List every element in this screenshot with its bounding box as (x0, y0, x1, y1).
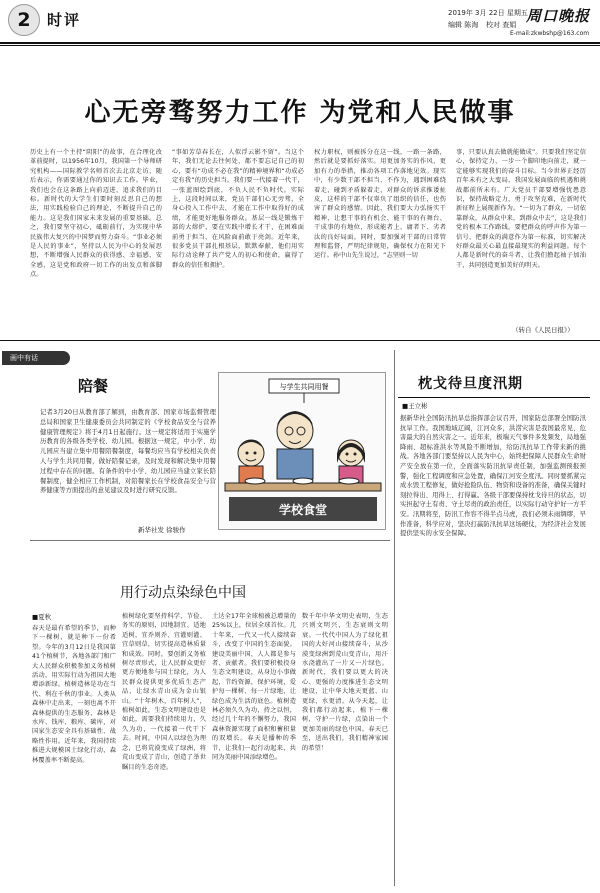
cartoon-sign-text: 与学生共同用餐 (279, 383, 329, 391)
masthead-rule (0, 42, 600, 44)
newspaper-logo: 周口晚报 (525, 7, 590, 25)
right-story-rule (398, 397, 590, 398)
bottom-story-column-3: 土达全17年全球植被总增量的25%以上，位居全球首位。几十年来，一代又一代人接续奋斗，改变了中国的生态面貌。建设美丽中国，人人都是参与者、贡献者。我们要积极投身生态文明建设，从身边小事做起，节约资源，保护环境，爱护每一棵树、每一片绿地，让绿色成为生活的底色。植树造林必须久久为功，持之以恒，经过几十年的不懈努力，我国森林资源实现了面积和蓄积量的双增长。春天是播种的季节，让我们一起行动起来，共同为美丽中国添绿增色。 (212, 613, 296, 762)
proofreader-credit: 校对 查娟 (486, 21, 517, 29)
main-article-column-2: “事如芳草春长在，人似浮云影不留”。当这个年，我们无论去往何处，都不要忘记自己的初心，要有“功成不必在我”的精神境界和“功成必定有我”的历史担当。我们要一代接着一代干，一张蓝图绘到底，不负人民不负时代。实际上，这段时间以来，党员干部们心无旁骛，全身心投入工作中去，才能在工作中取得好的成绩，才能更好地服务群众。基层一线是锻炼干部的大熔炉，要在实践中增长才干，在困难面前勇于担当，在风险面前敢于亮剑。近年来，很多党员干部扎根基层，默默奉献，他们用实际行动诠释了共产党人的初心和使命，赢得了群众的信任和拥护。 (172, 149, 304, 269)
main-article-source: （转自《人民日报》） (512, 326, 574, 334)
left-story-title: 陪餐 (78, 377, 109, 395)
left-story-body: 记者3月20日从教育部了解到，由教育部、国家市场监督管理总局和国家卫生健康委员会共同制定的《学校食品安全与营养健康管理规定》将于4月1日起施行。这一规定将适用于实施学历教育的各级各类学校、幼儿园。根据这一规定，中小学、幼儿园应当建立集中用餐陪餐制度，每餐均应当有学校相关负责人与学生共同用餐，做好陪餐记录，及时发现和解决集中用餐过程中存在的问题。有条件的中小学、幼儿园应当建立家长陪餐制度，健全相应工作机制，对陪餐家长在学校食品安全与营养健康等方面提出的意见建议及时进行研究反馈。 (40, 409, 216, 495)
section-divider (0, 340, 600, 341)
bottom-story-divider (30, 540, 390, 541)
bottom-story-column-1: 春天是最有希望的季节，而种下一棵树，就是种下一份希望。今年的3月12日是我国第41个植树节，各地各部门和广大人民群众积极参加义务植树活动，用实际行动为祖国大地增添新绿。植树造林是功在当代、利在千秋的事业。人类从森林中走出来，一刻也离不开森林提供的生态服务，森林是水库、钱库、粮库、碳库，对国家生态安全具有基础性、战略性作用。近年来，我国持续推进大规模国土绿化行动，森林覆盖率不断提高。 (32, 625, 116, 764)
right-story-title: 枕戈待旦度汛期 (418, 376, 523, 392)
main-headline: 心无旁骛努力工作 为党和人民做事 (84, 98, 516, 128)
picture-comment-tag: 画中有话 (2, 351, 70, 365)
cartoon-cafeteria-text: 学校食堂 (278, 503, 328, 517)
masthead-rule-thin (0, 45, 600, 46)
bottom-story-column-2: 植树绿化要坚持科学、节俭、务实的原则，因地制宜、适地适树，宜乔则乔、宜灌则灌、宜草则草，切实提高造林质量和成效。同时，要创新义务植树尽责形式，让人民群众更好更方便地参与国土绿化，为人民群众提供更多优质生态产品，让绿水青山成为金山银山。“十年树木，百年树人”，植树如此，生态文明建设也是如此，需要我们持续用力，久久为功，一代接着一代干下去。时间，中国人以绿色为理念，已将荒漠变成了绿洲，将荒山变成了青山，创造了举世瞩目的生态奇迹。 (122, 613, 206, 771)
cartoon-credit: 新华社发 徐骏作 (138, 526, 186, 534)
issue-date: 2019年 3月 22日 星期五 (448, 9, 528, 17)
bottom-story-title: 用行动点染绿色中国 (120, 585, 246, 601)
main-article-column-1: 历史上有一个主持“阴阳”的故事，在合理化改革前提时，以1956年10月，我国第一个导师研究机构——国际教学名师首次去北京走访，随后表示，你需要通过你的知识去工作。毕业，我们也会在这条路上向前迈进，追求我们的目标。新时代的大学生们要时刻反思自己的想法，用实践检验自己的理论，不断提升自己的能力。这是我们国家未来发展的重要基础。总之，我们要坚守初心，砥砺前行，为实现中华民族伟大复兴的中国梦而努力奋斗。“事业必须是人民的事业”，坚持以人民为中心的发展思想，不断增强人民群众的获得感、幸福感、安全感，这是党和政府一切工作的出发点和落脚点。 (30, 149, 162, 279)
cartoon-drawing (219, 373, 386, 530)
page-number-badge: 2 (8, 4, 40, 36)
main-article-column-3: 权力职权，则被拆分在这一线，一路一条路，然后就是要抓好落实。用更加务实的作风、更加有力的举措，推动各项工作落地见效。现实中，有少数干部不担当、不作为，遇到困难绕着走，碰到矛盾躲着走，对群众的诉求推诿扯皮，这样的干部不仅辜负了组织的信任，也伤害了群众的感情。因此，我们要大力弘扬实干精神，让想干事的有机会、能干事的有舞台、干成事的有地位，形成能者上、庸者下、劣者汰的良好局面。同时，要加强对干部的日常管理和监督，严明纪律规矩，确保权力在阳光下运行。孙中山先生说过，“志坚则一切 (314, 149, 446, 260)
bottom-story-column-4: 数千年中华文明史表明，生态兴则文明兴，生态衰则文明衰。一代代中国人为了绿化祖国的大好河山接续奋斗，从沙漠变绿洲到荒山变青山，用汗水浇灌出了一片又一片绿色。新时代，我们要以更大的决心、更强的力度推进生态文明建设，让中华大地天更蓝、山更绿、水更清。从今天起，让我们都行动起来，植下一棵树，守护一片绿，点染出一个更加美丽的绿色中国。春天已至，送出我们，我们精神家园的希望！ (302, 613, 388, 752)
editor-credit: 编辑 陈淘 (448, 21, 479, 29)
right-column-divider (394, 350, 395, 886)
right-story-body: 据新华社全国防汛抗旱总指挥部会议召开，国家防总部署全国防汛抗旱工作。我国地域辽阔，江河众多，洪涝灾害是我国最常见、危害最大的自然灾害之一。近年来，极端天气事件多发频发，局地强降雨、超标准洪水等风险不断增加，给防汛抗旱工作带来新的挑战。各地各部门要坚持以人民为中心，始终把保障人民群众生命财产安全放在第一位，全面落实防汛抗旱责任制，加强监测预报预警，强化工程调度和应急处置，确保江河安全度汛。同时要抓紧完成水毁工程修复，做好抢险队伍、物资和设备的准备，确保关键时刻拉得出、用得上、打得赢。各级干部要保持枕戈待旦的状态，切实担起守土有责、守土尽责的政治责任，以实际行动守护好一方平安。汛期将至，防汛工作容不得半点马虎，我们必须未雨绸缪，早作准备，科学应对，坚决打赢防汛抗旱这场硬仗，为经济社会发展提供坚实的水安全保障。 (400, 415, 586, 538)
cartoon-illustration (218, 372, 386, 530)
right-story-byline: ■王立彬 (402, 402, 428, 410)
main-article-column-4: 事，只要认真去做就能做成”。只要我们坚定信心，保持定力，一步一个脚印地向前走，就一定能够实现我们的奋斗目标。当今世界正经历百年未有之大变局，我国发展面临的机遇和挑战都前所未有。广大党员干部要增强忧患意识，保持战略定力，勇于攻坚克难，在新时代新征程上展现新作为。“一切为了群众，一切依靠群众，从群众中来，到群众中去”，这是我们党的根本工作路线。要把群众的呼声作为第一信号，把群众的满意作为第一标准，切实解决好群众最关心最直接最现实的利益问题。每个人都是新时代的奋斗者，让我们撸起袖子加油干，共同创造更加美好的明天。 (456, 149, 586, 269)
section-title: 时评 (47, 11, 82, 29)
bottom-story-byline: ■夏秋 (32, 613, 52, 621)
email-address: E-mail:zkwbshp@163.com (510, 30, 590, 37)
